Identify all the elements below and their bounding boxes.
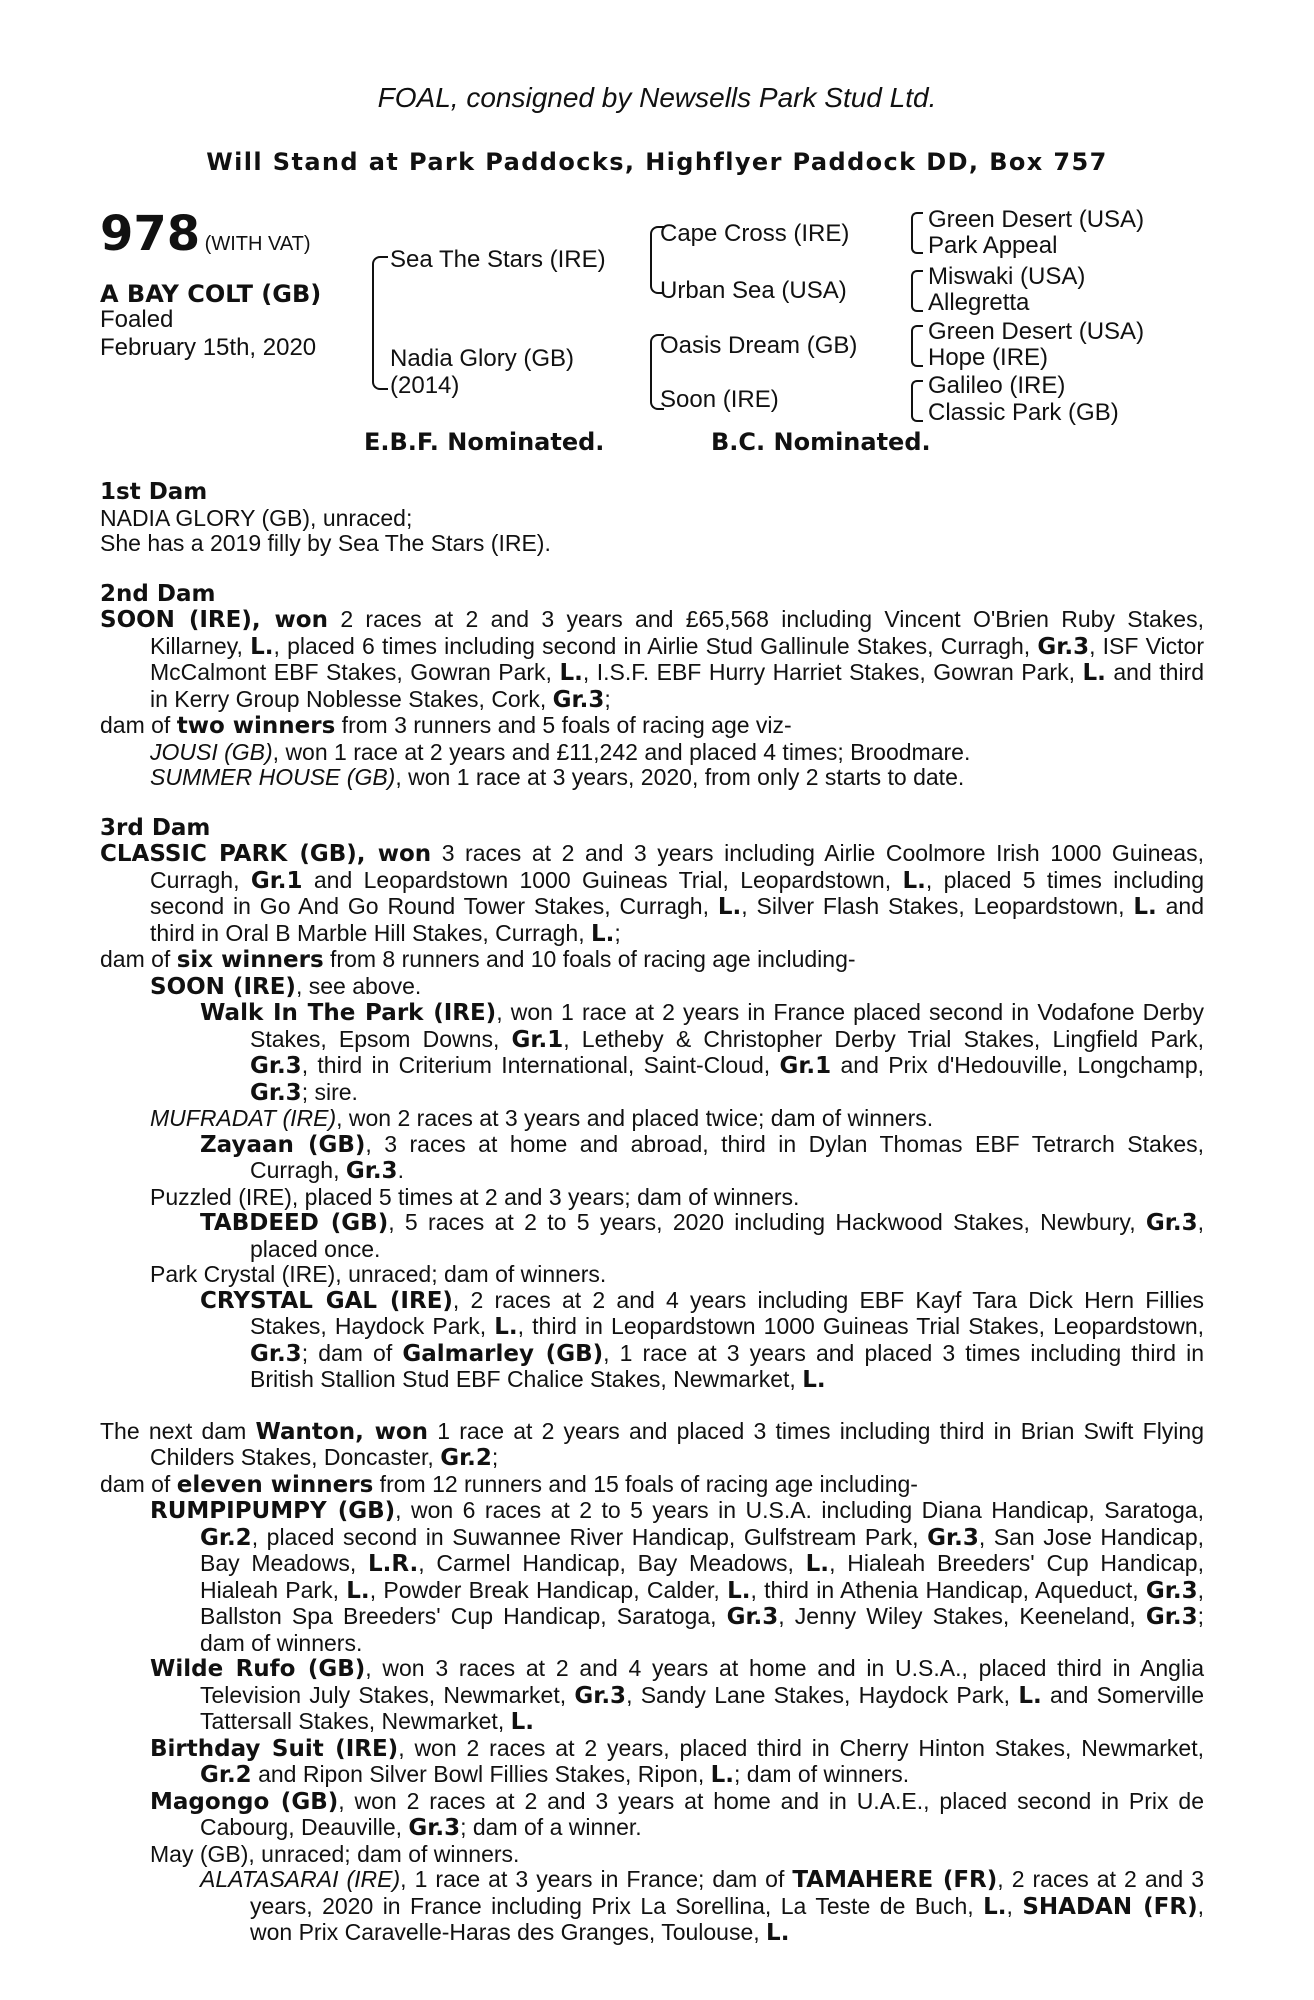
pedigree-dds: Galileo (IRE) [928,372,1066,399]
pedigree-sds: Miswaki (USA) [928,263,1086,290]
foaled-label: Foaled [100,306,174,333]
pedigree-ss: Cape Cross (IRE) [660,220,850,247]
produce-magongo: Magongo (GB), won 2 races at 2 and 3 years at home and in U.A.E., placed second in Prix de Cabourg, Deauville, Gr.3; dam of a winner. [150,1787,1204,1841]
pedigree-sire: Sea The Stars (IRE) [390,246,606,273]
third-dam-section [100,816,1204,1394]
pedigree-sss: Green Desert (USA) [928,206,1145,233]
pedigree-ddd: Classic Park (GB) [928,399,1119,426]
second-dam-heading: 2nd Dam [100,580,216,607]
produce-tabdeed: TABDEED (GB), 5 races at 2 to 5 years, 2020 including Hackwood Stakes, Newbury, Gr.3, placed once. [200,1209,1204,1262]
lot-description: A BAY COLT (GB) [100,280,322,308]
produce-crystal-gal: CRYSTAL GAL (IRE), 2 races at 2 and 4 years including EBF Kayf Tara Dick Hern Fillies Stakes, Haydock Park, L., third in Leopardstown 1000 Guineas Trial Stakes, Leopardstown, Gr.3; dam of Galmarley (GB), 1 race at 3 years and placed 3 times including third in British Stallion Stud EBF Chalice Stakes, Newmarket, L. [200,1286,1204,1393]
produce-may: May (GB), unraced; dam of winners. [150,1840,520,1867]
second-dam-dam-of: dam of two winners from 3 runners and 5 foals of racing age viz- [100,712,792,739]
pedigree-brace-urban-sea [911,270,923,312]
next-dam-dam-of: dam of eleven winners from 12 runners and 15 foals of racing age including- [100,1470,918,1498]
pedigree-sdd: Allegretta [928,289,1030,316]
horse-name: SOON (IRE) [100,607,252,633]
produce-mufradat: MUFRADAT (IRE), won 2 races at 3 years and placed twice; dam of winners. [150,1105,934,1131]
lot-number: 978 [100,206,201,262]
second-dam-record: SOON (IRE), won 2 races at 2 and 3 years and £65,568 including Vincent O'Brien Ruby Stakes, Killarney, L., placed 6 times including second in Airlie Stud Gallinule Stakes, Curragh, Gr.3, ISF Victor McCalmont EBF Stakes, Gowran Park, L., I.S.F. EBF Hurry Harriet Stakes, Gowran Park, L. and third in Kerry Group Noblesse Stakes, Cork, Gr.3; [100,606,1205,713]
produce-birthday-suit: Birthday Suit (IRE), won 2 races at 2 years, placed third in Cherry Hinton Stakes, Newmarket, Gr.2 and Ripon Silver Bowl Fillies Stakes, Ripon, L.; dam of winners. [150,1734,1204,1788]
produce-puzzled: Puzzled (IRE), placed 5 times at 2 and 3 years; dam of winners. [150,1183,800,1210]
pedigree-brace-cape-cross [911,212,923,254]
lot-number-row [100,206,311,262]
bc-nominated: B.C. Nominated. [711,428,931,456]
catalogue-body [100,480,1204,1947]
pedigree-ds: Oasis Dream (GB) [660,332,858,359]
third-dam-heading: 3rd Dam [100,814,211,841]
consignor-line: FOAL, consigned by Newsells Park Stud Ltd. [377,82,937,113]
third-dam-dam-of: dam of six winners from 8 runners and 10 foals of racing age including- [100,946,856,973]
pedigree-sd: Urban Sea (USA) [660,277,847,304]
third-dam-record: CLASSIC PARK (GB), won 3 races at 2 and 3 years including Airlie Coolmore Irish 1000 Guineas, Curragh, Gr.1 and Leopardstown 1000 Guineas Trial, Leopardstown, L., placed 5 times including second in Go And Go Round Tower Stakes, Curragh, L., Silver Flash Stakes, Leopardstown, L. and third in Oral B Marble Hill Stakes, Curragh, L.; [100,840,1205,947]
vat-label: (WITH VAT) [204,233,311,255]
produce-alatasarai: ALATASARAI (IRE), 1 race at 3 years in France; dam of TAMAHERE (FR), 2 races at 2 and 3 years, 2020 in France including Prix La Sorellina, La Teste de Buch, L., SHADAN (FR), won Prix Caravelle-Haras des Granges, Toulouse, L. [200,1866,1205,1946]
stand-location: Will Stand at Park Paddocks, Highflyer Paddock DD, Box 757 [206,148,1108,176]
pedigree-dam-year: (2014) [390,372,460,399]
pedigree-dsd: Hope (IRE) [928,344,1049,371]
first-dam-produce: She has a 2019 filly by Sea The Stars (IRE). [100,530,551,556]
next-dam-section [100,1419,1204,1947]
first-dam-heading: 1st Dam [100,479,208,505]
pedigree-dss: Green Desert (USA) [928,318,1145,345]
produce-wilde-rufo: Wilde Rufo (GB), won 3 races at 2 and 4 years at home and in U.S.A., placed third in Anglia Television July Stakes, Newmarket, Gr.3, Sandy Lane Stakes, Haydock Park, L. and Somerville Tattersall Stakes, Newmarket, L. [150,1655,1204,1735]
produce-walk-in-the-park: Walk In The Park (IRE), won 1 race at 2 years in France placed second in Vodafone Derby Stakes, Epsom Downs, Gr.1, Letheby & Christopher Derby Trial Stakes, Lingfield Park, Gr.3, third in Criterium International, Saint-Cloud, Gr.1 and Prix d'Hedouville, Longchamp, Gr.3; sire. [200,999,1205,1106]
next-dam-record: The next dam Wanton, won 1 race at 2 years and placed 3 times including third in Brian Swift Flying Childers Stakes, Doncaster, Gr.2; [100,1417,1204,1471]
pedigree-brace-oasis-dream [911,325,923,367]
produce-zayaan: Zayaan (GB), 3 races at home and abroad, third in Dylan Thomas EBF Tetrarch Stakes, Curragh, Gr.3. [200,1130,1204,1184]
foaled-date: February 15th, 2020 [100,334,317,361]
ebf-nominated: E.B.F. Nominated. [364,428,605,456]
pedigree-brace-soon [911,380,923,422]
second-dam-section [100,582,1204,791]
produce-soon: SOON (IRE), see above. [150,972,422,1000]
pedigree-dam: Nadia Glory (GB) [390,345,575,372]
produce-park-crystal: Park Crystal (IRE), unraced; dam of winners. [150,1261,607,1287]
produce-summer-house: SUMMER HOUSE (GB), won 1 race at 3 years, 2020, from only 2 starts to date. [150,764,965,790]
first-dam-section [100,480,1204,557]
pedigree-ssd: Park Appeal [928,232,1058,259]
produce-jousi: JOUSI (GB), won 1 race at 2 years and £11,242 and placed 4 times; Broodmare. [150,738,971,765]
pedigree-brace-gen1 [372,256,388,390]
pedigree-dd: Soon (IRE) [660,386,779,413]
produce-rumpipumpy: RUMPIPUMPY (GB), won 6 races at 2 to 5 years in U.S.A. including Diana Handicap, Saratoga, Gr.2, placed second in Suwannee River Handicap, Gulfstream Park, Gr.3, San Jose Handicap, Bay Meadows, L.R., Carmel Handicap, Bay Meadows, L., Hialeah Breeders' Cup Handicap, Hialeah Park, L., Powder Break Handicap, Calder, L., third in Athenia Handicap, Aqueduct, Gr.3, Ballston Spa Breeders' Cup Handicap, Saratoga, Gr.3, Jenny Wiley Stakes, Keeneland, Gr.3; dam of winners. [150,1497,1204,1656]
first-dam-line: NADIA GLORY (GB), unraced; [100,504,413,531]
